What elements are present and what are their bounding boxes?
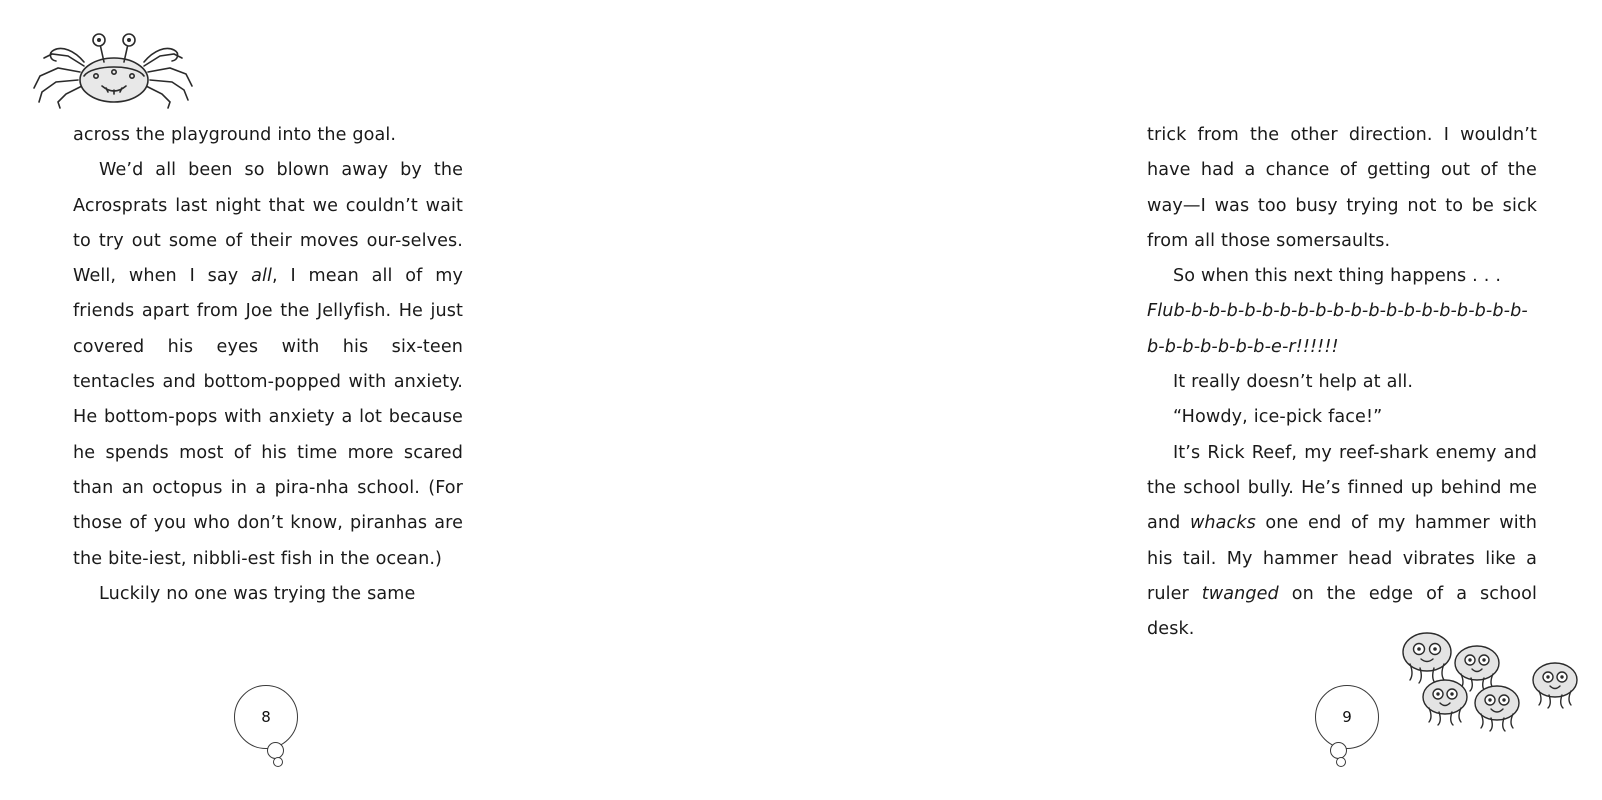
right-page [537, 0, 1538, 800]
paragraph: Luckily no one was trying the same [99, 583, 416, 604]
crab-illustration [22, 28, 197, 108]
paragraph-dialogue: “Howdy, ice-pick face!” [1173, 407, 1383, 428]
italic-word: all [251, 266, 272, 287]
paragraph: across the playground into the goal. [73, 125, 397, 145]
italic-word: whacks [1189, 513, 1256, 534]
page-number-right [1315, 685, 1379, 749]
paragraph: We’d all been so blown away by the Acrosprats last night that we couldn’t wait to try out some of their moves our-selves. Well, when I say all, I mean all of my friends apart from Joe the Jellyfish. He just covered his eyes with his six-teen tentacles and bottom-popped with anxiety. He bottom-pops with anxiety a lot because he spends most of his time more scared than an octopus in a pira-nha school. (For those of you who don’t know, piranhas are the bite-iest, nibbli-est fish in the ocean.) [73, 160, 463, 569]
left-page-text-column [73, 118, 463, 612]
paragraph: It’s Rick Reef, my reef-shark enemy and the school bully. He’s finned up behind me and whacks one end of my hammer with his tail. My hammer head vibrates like a ruler twanged on the edge of a school desk. [1147, 442, 1538, 640]
page-number-left [234, 685, 298, 749]
paragraph: So when this next thing happens . . . [1173, 266, 1502, 287]
page-number-label: 8 [261, 708, 271, 726]
paragraph-sound-effect: Flub-b-b-b-b-b-b-b-b-b-b-b-b-b-b-b-b-b-b-b-b-b-b-b-b-b-b-e-r!!!!!! [1147, 301, 1528, 357]
bubble-tail-small [273, 757, 283, 767]
page-number-label: 9 [1342, 708, 1352, 726]
bubble-tail-small [1336, 757, 1346, 767]
italic-word: twanged [1201, 583, 1279, 604]
jellyfish-group-illustration [1392, 625, 1602, 755]
right-page-text-column [1147, 118, 1537, 647]
left-page [0, 0, 537, 800]
paragraph: trick from the other direction. I wouldn’t have had a chance of getting out of the way—I was too busy trying not to be sick from all those somersaults. [1147, 125, 1537, 251]
paragraph: It really doesn’t help at all. [1173, 372, 1414, 393]
